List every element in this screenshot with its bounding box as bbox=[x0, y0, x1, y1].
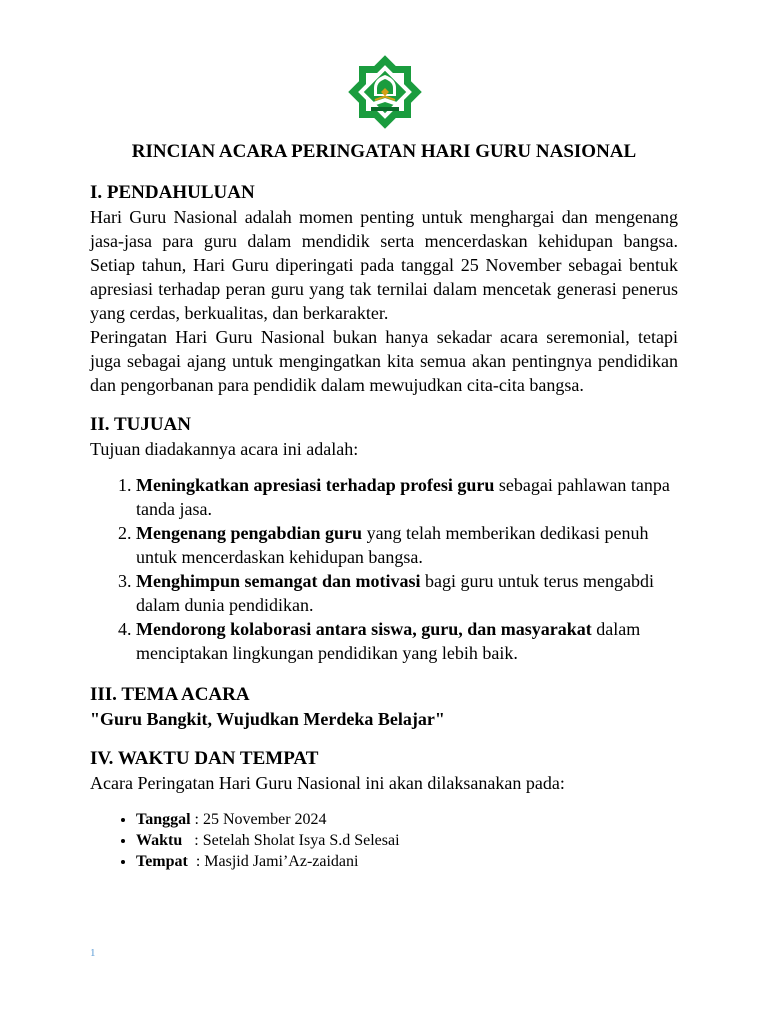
info-value: : Setelah Sholat Isya S.d Selesai bbox=[182, 832, 400, 849]
list-item-text: yang telah memberikan dedikasi penuh untuk mencerdaskan kehidupan bangsa. bbox=[136, 523, 649, 567]
logo bbox=[337, 44, 433, 140]
list-item bbox=[136, 473, 678, 521]
event-info-list bbox=[90, 809, 678, 872]
section-heading-pendahuluan: I. PENDAHULUAN bbox=[90, 182, 255, 203]
list-item bbox=[136, 830, 678, 851]
theme-text: "Guru Bangkit, Wujudkan Merdeka Belajar" bbox=[90, 709, 445, 729]
list-item bbox=[136, 569, 678, 617]
section-heading-waktu: IV. WAKTU DAN TEMPAT bbox=[90, 748, 319, 769]
list-item-bold: Mengenang pengabdian guru bbox=[136, 523, 363, 543]
list-item-bold: Mendorong kolaborasi antara siswa, guru, dan masyarakat bbox=[136, 619, 592, 639]
paragraph: Acara Peringatan Hari Guru Nasional ini akan dilaksanakan pada: bbox=[90, 773, 565, 793]
document-body bbox=[90, 181, 678, 872]
list-item bbox=[136, 851, 678, 872]
info-value: : 25 November 2024 bbox=[190, 811, 327, 828]
list-item bbox=[136, 521, 678, 569]
goals-list bbox=[90, 473, 678, 665]
info-value: : Masjid Jami’Az-zaidani bbox=[187, 853, 359, 870]
islamic-star-emblem-icon bbox=[337, 44, 433, 140]
info-label: Waktu bbox=[136, 832, 183, 849]
list-item-bold: Meningkatkan apresiasi terhadap profesi guru bbox=[136, 475, 495, 495]
list-item bbox=[136, 617, 678, 665]
paragraph: Hari Guru Nasional adalah momen penting untuk menghargai dan mengenang jasa-jasa para guru dalam mendidik serta mencerdaskan kehidupan bangsa. Setiap tahun, Hari Guru diperingati pada tanggal 25 November sebagai bentuk apresiasi terhadap peran guru yang tak ternilai dalam mencetak generasi penerus yang cerdas, berkualitas, dan berkarakter. bbox=[90, 207, 678, 323]
list-item-text: bagi guru untuk terus mengabdi dalam dunia pendidikan. bbox=[136, 571, 655, 615]
list-item-text: sebagai pahlawan tanpa tanda jasa. bbox=[136, 475, 670, 519]
info-label: Tanggal bbox=[136, 811, 191, 828]
paragraph: Peringatan Hari Guru Nasional bukan hanya sekadar acara seremonial, tetapi juga sebagai ajang untuk mengingatkan kita semua akan pentingnya pendidikan dan pengorbanan para pendidik dalam mewujudkan cita-cita bangsa. bbox=[90, 327, 678, 395]
list-item-text: dalam menciptakan lingkungan pendidikan yang lebih baik. bbox=[136, 619, 641, 663]
paragraph: Tujuan diadakannya acara ini adalah: bbox=[90, 439, 359, 459]
section-heading-tema: III. TEMA ACARA bbox=[90, 684, 250, 705]
section-heading-tujuan: II. TUJUAN bbox=[90, 414, 192, 435]
list-item bbox=[136, 809, 678, 830]
list-item-bold: Menghimpun semangat dan motivasi bbox=[136, 571, 421, 591]
info-label: Tempat bbox=[136, 853, 188, 870]
page-number: 1 bbox=[90, 947, 96, 959]
document-title: RINCIAN ACARA PERINGATAN HARI GURU NASIONAL bbox=[131, 141, 637, 162]
